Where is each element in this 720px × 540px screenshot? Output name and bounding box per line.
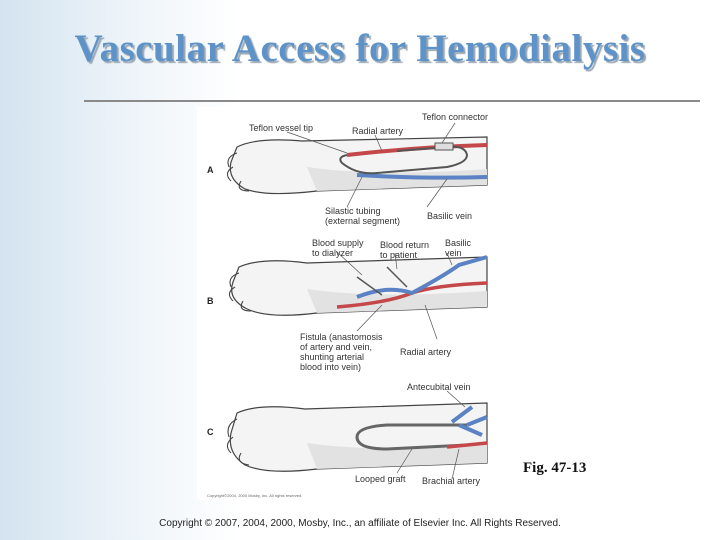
label-radial-artery-a: Radial artery: [352, 126, 404, 136]
label-blood-return: Blood return to patient: [380, 240, 430, 260]
label-brachial-artery: Brachial artery: [422, 476, 481, 486]
panel-c-letter: C: [207, 427, 214, 437]
slide-title: Vascular Access for Hemodialysis: [74, 27, 646, 70]
label-silastic-tubing: Silastic tubing (external segment): [325, 206, 401, 226]
label-antecubital-vein: Antecubital vein: [407, 382, 471, 392]
figure-illustration: [197, 107, 494, 500]
label-basilic-vein-a: Basilic vein: [427, 211, 473, 221]
label-fistula: Fistula (anastomosis of artery and vein, shunting arterial blood into vein): [300, 332, 383, 372]
label-blood-supply: Blood supply to dialyzer: [312, 238, 364, 258]
panel-b-illustration: [229, 252, 487, 339]
hemodialysis-access-figure: [197, 107, 494, 500]
figure-copyright: Copyright©2004, 2000 Mosby, Inc. All rights reserved.: [207, 493, 303, 498]
panel-b-letter: B: [207, 296, 214, 306]
label-radial-artery-b: Radial artery: [400, 347, 452, 357]
title-divider: [84, 100, 700, 102]
slide-copyright: Copyright © 2007, 2004, 2000, Mosby, Inc., an affiliate of Elsevier Inc. All Rights Reserved.: [159, 518, 561, 529]
panel-a-teflon-connector: [435, 143, 453, 150]
panel-c-illustration: [227, 391, 487, 479]
panel-a-letter: A: [207, 165, 214, 175]
figure-caption: Fig. 47-13: [523, 460, 587, 476]
label-looped-graft: Looped graft: [355, 474, 406, 484]
label-teflon-connector: Teflon connector: [422, 112, 489, 122]
label-teflon-vessel-tip: Teflon vessel tip: [249, 123, 314, 133]
label-basilic-vein-b: Basilic vein: [445, 238, 472, 258]
